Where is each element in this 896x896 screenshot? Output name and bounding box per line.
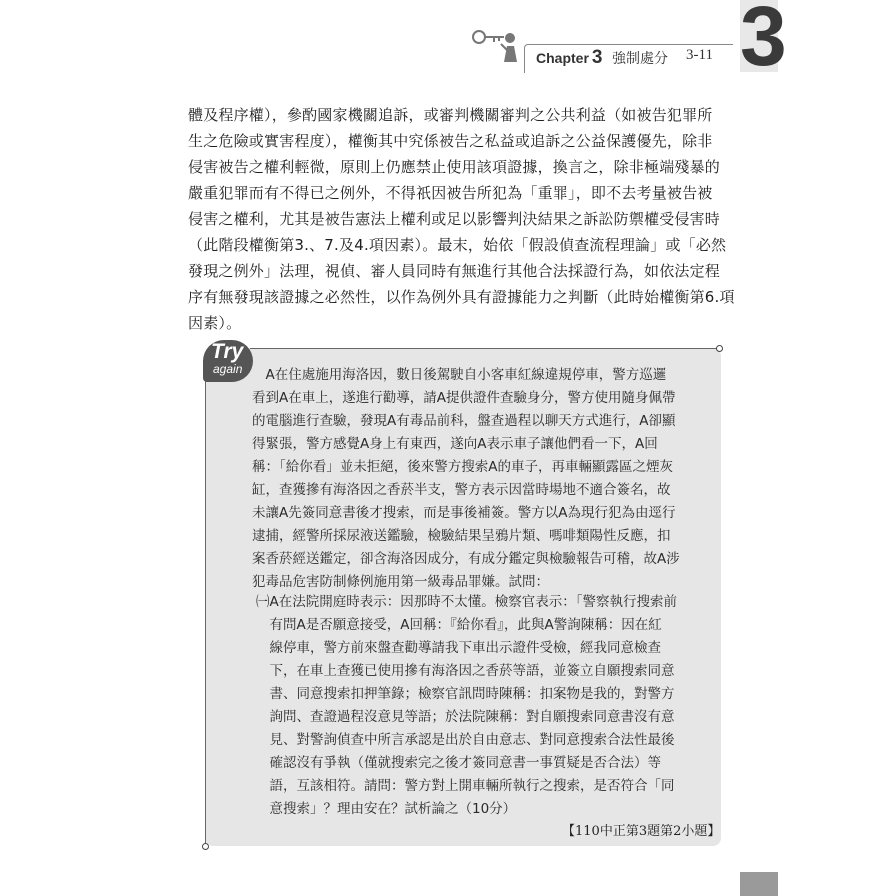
body-line: （此階段權衡第3.、7.及4.項因素）。最末，始依「假設偵查流程理論」或「必然 [188,236,727,254]
question-line: 犯毒品危害防制條例施用第一級毒品罪嫌。試問： [252,574,549,590]
sub-question-line: 有問A是否願意接受，A回稱：『給你看』，此與A警詢陳稱：因在紅 [256,617,662,633]
corner-dot [202,843,209,850]
panel-top-rule [250,348,720,349]
question-line: 未讓A先簽同意書後才搜索，而是事後補簽。警方以A為現行犯為由逕行 [252,505,676,521]
panel-left-rule [205,376,206,846]
question-line: 案香菸經送鑑定，卻含海洛因成分，有成分鑑定與檢驗報告可稽，故A涉 [252,551,680,567]
body-line: 因素）。 [188,314,242,332]
question-line: 稱：「給你看」並未拒絕，後來警方搜索A的車子，再車輛顯露區之煙灰 [252,459,673,475]
page-number: 3-11 [686,47,713,63]
question-line: A在住處施用海洛因，數日後駕駛自小客車紅線違規停車，警方巡邏 [252,367,667,383]
corner-dot [716,345,723,352]
chapter-number: 3 [591,47,603,68]
body-line: 發現之例外」法理，視偵、審人員同時有無進行其他合法採證行為，如依法定程 [188,262,721,280]
key-person-icon [470,24,530,68]
body-line: 侵害之權利，尤其是被告憲法上權利或足以影響判決結果之訴訟防禦權受侵害時 [188,210,721,228]
sub-question-line: 語，互該相符。請問：警方對上開車輛所執行之搜索，是否符合「同 [256,778,675,794]
question-text [252,364,712,594]
question-line: 缸，查獲摻有海洛因之香菸半支，警方表示因當時場地不適合簽名，故 [252,482,671,498]
sub-question-text [256,591,716,821]
body-text [188,102,735,336]
sub-question-line: 書、同意搜索扣押筆錄；檢察官訊問時陳稱：扣案物是我的，對警方 [256,686,675,702]
question-line: 得緊張，警方感覺A身上有東西，遂向A表示車子讓他們看一下，A回 [252,436,658,452]
again-badge-text: again [213,362,243,376]
question-line: 逮捕，經警所採尿液送鑑驗，檢驗結果呈鴉片類、嗎啡類陽性反應，扣 [252,528,671,544]
body-line: 體及程序權），參酌國家機關追訴，或審判機關審判之公共利益（如被告犯罪所 [188,106,713,124]
sub-question-line: 意搜索」？理由安在？試析論之（10分） [256,801,517,817]
chapter-label [536,47,602,69]
page-corner-tab [740,872,778,896]
try-badge-text: Try [211,340,244,363]
chapter-word: Chapter [536,50,589,66]
sub-question-line: 確認沒有爭執（僅就搜索完之後才簽同意書一事質疑是否合法）等 [256,755,661,771]
question-source: 【110中正第3題第2小題】 [562,824,721,839]
body-line: 嚴重犯罪而有不得已之例外，不得祇因被告所犯為「重罪」，即不去考量被告被 [188,184,713,202]
question-line: 的電腦進行查驗，發現A有毒品前科，盤查過程以聊天方式進行，A卻顯 [252,413,676,429]
body-line: 侵害被告之權利輕微，原則上仍應禁止使用該項證據，換言之，除非極端殘暴的 [188,158,721,176]
question-line: 看到A在車上，遂進行勸導，請A提供證件查驗身分，警方使用隨身佩帶 [252,390,676,406]
sub-question-line: ㈠A在法院開庭時表示：因那時不太懂。檢察官表示：「警察執行搜索前 [256,594,677,610]
body-line: 序有無發現該證據之必然性，以作為例外具有證據能力之判斷（此時始權衡第6.項 [188,288,735,306]
sub-question-line: 詢問、查證過程沒意見等語；於法院陳稱：對自願搜索同意書沒有意 [256,709,675,725]
sub-question-line: 線停車，警方前來盤查勸導請我下車出示證件受檢，經我同意檢查 [256,640,661,656]
chapter-title: 強制處分 [612,51,668,67]
sub-question-line: 見、對警詢偵查中所言承認是出於自由意志、對同意搜索合法性最後 [256,732,675,748]
sub-question-line: 下，在車上查獲已使用摻有海洛因之香菸等語，並簽立自願搜索同意 [256,663,675,679]
chapter-tab-number: 3 [740,0,787,83]
body-line: 生之危險或實害程度），權衡其中究係被告之私益或追訴之公益保護優先，除非 [188,132,713,150]
